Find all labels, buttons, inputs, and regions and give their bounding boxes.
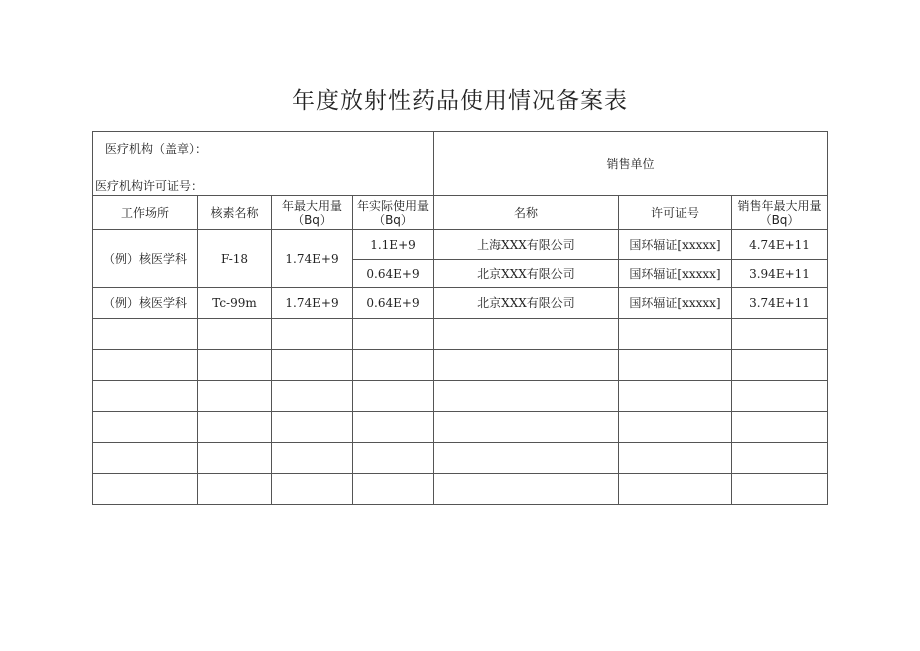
col-annual-max: 年最大用量（Bq） [272, 196, 353, 230]
empty-cell[interactable] [434, 319, 619, 350]
empty-cell[interactable] [198, 412, 272, 443]
cell-seller-name[interactable]: 北京XXX有限公司 [434, 260, 619, 288]
cell-annual-max[interactable]: 1.74E+9 [272, 230, 353, 288]
cell-license[interactable]: 国环辐证[xxxxx] [619, 230, 732, 260]
empty-cell[interactable] [353, 350, 434, 381]
empty-cell[interactable] [93, 443, 198, 474]
org-info-cell[interactable] [93, 132, 434, 196]
empty-cell[interactable] [93, 474, 198, 505]
empty-cell[interactable] [732, 319, 828, 350]
cell-seller-name[interactable]: 上海XXX有限公司 [434, 230, 619, 260]
empty-cell[interactable] [93, 319, 198, 350]
cell-actual-use[interactable]: 0.64E+9 [353, 288, 434, 319]
cell-seller-max[interactable]: 3.74E+11 [732, 288, 828, 319]
cell-nuclide[interactable]: Tc-99m [198, 288, 272, 319]
empty-row [93, 381, 828, 412]
empty-cell[interactable] [434, 474, 619, 505]
empty-cell[interactable] [732, 381, 828, 412]
empty-cell[interactable] [353, 443, 434, 474]
empty-cell[interactable] [353, 381, 434, 412]
empty-cell[interactable] [732, 350, 828, 381]
col-actual-use: 年实际使用量（Bq） [353, 196, 434, 230]
empty-cell[interactable] [619, 412, 732, 443]
cell-license[interactable]: 国环辐证[xxxxx] [619, 260, 732, 288]
col-workplace: 工作场所 [93, 196, 198, 230]
cell-annual-max[interactable]: 1.74E+9 [272, 288, 353, 319]
empty-cell[interactable] [619, 350, 732, 381]
col-nuclide: 核素名称 [198, 196, 272, 230]
empty-cell[interactable] [353, 319, 434, 350]
empty-row [93, 443, 828, 474]
empty-cell[interactable] [619, 474, 732, 505]
col-seller-name: 名称 [434, 196, 619, 230]
empty-cell[interactable] [272, 381, 353, 412]
table-row [93, 230, 828, 260]
empty-row [93, 350, 828, 381]
cell-license[interactable]: 国环辐证[xxxxx] [619, 288, 732, 319]
empty-row [93, 412, 828, 443]
cell-nuclide[interactable]: F-18 [198, 230, 272, 288]
empty-cell[interactable] [198, 443, 272, 474]
cell-seller-name[interactable]: 北京XXX有限公司 [434, 288, 619, 319]
empty-cell[interactable] [619, 319, 732, 350]
cell-actual-use[interactable]: 0.64E+9 [353, 260, 434, 288]
col-license: 许可证号 [619, 196, 732, 230]
empty-cell[interactable] [434, 412, 619, 443]
seller-unit-header: 销售单位 [434, 132, 828, 196]
empty-cell[interactable] [198, 350, 272, 381]
empty-cell[interactable] [619, 381, 732, 412]
empty-cell[interactable] [434, 381, 619, 412]
empty-cell[interactable] [353, 474, 434, 505]
cell-seller-max[interactable]: 3.94E+11 [732, 260, 828, 288]
cell-seller-max[interactable]: 4.74E+11 [732, 230, 828, 260]
cell-workplace[interactable]: （例）核医学科 [93, 288, 198, 319]
empty-cell[interactable] [732, 443, 828, 474]
cell-workplace[interactable]: （例）核医学科 [93, 230, 198, 288]
org-seal-label: 医疗机构（盖章）： [105, 142, 208, 156]
empty-cell[interactable] [198, 381, 272, 412]
filing-table [92, 131, 828, 505]
empty-cell[interactable] [198, 319, 272, 350]
empty-cell[interactable] [732, 412, 828, 443]
page-title: 年度放射性药品使用情况备案表 [292, 88, 628, 114]
empty-cell[interactable] [272, 412, 353, 443]
cell-actual-use[interactable]: 1.1E+9 [353, 230, 434, 260]
empty-cell[interactable] [619, 443, 732, 474]
empty-cell[interactable] [272, 319, 353, 350]
empty-cell[interactable] [272, 474, 353, 505]
col-seller-max: 销售年最大用量（Bq） [732, 196, 828, 230]
empty-cell[interactable] [732, 474, 828, 505]
empty-row [93, 474, 828, 505]
empty-cell[interactable] [272, 350, 353, 381]
table-row [93, 288, 828, 319]
empty-cell[interactable] [93, 381, 198, 412]
empty-cell[interactable] [434, 443, 619, 474]
empty-cell[interactable] [198, 474, 272, 505]
empty-cell[interactable] [93, 412, 198, 443]
org-license-label: 医疗机构许可证号： [95, 179, 204, 193]
empty-cell[interactable] [434, 350, 619, 381]
header-row-org [93, 132, 828, 196]
column-header-row [93, 196, 828, 230]
empty-cell[interactable] [93, 350, 198, 381]
empty-row [93, 319, 828, 350]
empty-cell[interactable] [353, 412, 434, 443]
empty-cell[interactable] [272, 443, 353, 474]
